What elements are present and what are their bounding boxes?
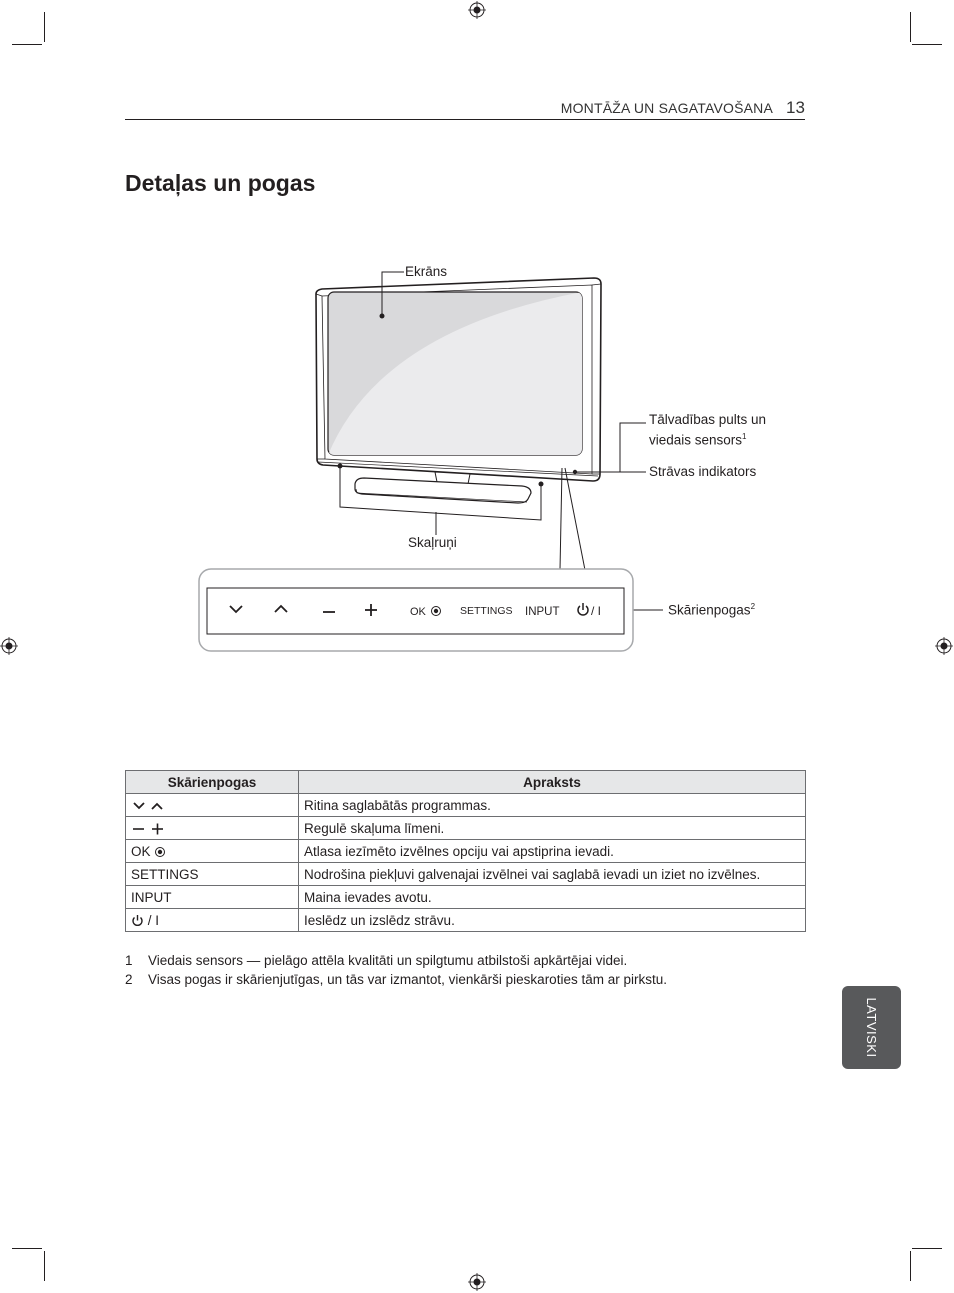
page-number: 13 — [786, 98, 805, 117]
column-header: Skārienpogas — [126, 771, 299, 794]
label-power-indicator: Strāvas indikators — [649, 464, 757, 479]
page-title: Detaļas un pogas — [125, 170, 316, 196]
label-touch-buttons: Skārienpogas$^2$ — [668, 602, 756, 618]
label-remote-sensor-line2: viedais sensors$^1$ — [649, 432, 747, 448]
power-icon — [131, 914, 144, 927]
footnote-number: 2 — [125, 972, 133, 987]
table-cell-button — [126, 840, 299, 863]
table-row — [126, 863, 806, 886]
table-row — [126, 909, 806, 932]
table-row — [126, 817, 806, 840]
table-cell-button: SETTINGS — [126, 863, 299, 886]
table-row — [126, 886, 806, 909]
touch-button-panel — [199, 569, 633, 651]
footnote — [125, 972, 667, 987]
footnote-text: Viedais sensors — pielāgo attēla kvalitāti un spilgtumu atbilstoši apkārtējai videi. — [148, 953, 628, 968]
table-cell-button — [126, 909, 299, 932]
table-row — [126, 840, 806, 863]
table-cell-description: Nodrošina piekļuvi galvenajai izvēlnei vai saglabā ievadi un iziet no izvēlnes. — [299, 863, 806, 886]
button-name: / I — [147, 912, 160, 928]
ok-dot-icon — [154, 846, 166, 858]
section-header: MONTĀŽA UN SAGATAVOŠANA — [560, 100, 773, 116]
table-cell-description: Regulē skaļuma līmeni. — [299, 817, 806, 840]
table-cell-description: Ieslēdz un izslēdz strāvu. — [299, 909, 806, 932]
language-tab-label: LATVISKI — [864, 997, 879, 1058]
table-cell-description: Atlasa iezīmēto izvēlnes opciju vai apstiprina ievadi. — [299, 840, 806, 863]
label-screen: Ekrāns — [405, 264, 448, 279]
input-button-label[interactable]: INPUT — [525, 606, 560, 618]
table-cell-button: INPUT — [126, 886, 299, 909]
label-remote-sensor-line1: Tālvadības pults un — [649, 412, 767, 427]
ok-button-label[interactable]: OK — [410, 606, 426, 618]
tv-illustration — [316, 278, 601, 503]
column-header: Apraksts — [299, 771, 806, 794]
table-cell-button — [126, 794, 299, 817]
settings-button-label[interactable]: SETTINGS — [460, 605, 513, 617]
touch-buttons-table — [125, 770, 806, 932]
power-button-label[interactable]: / I — [591, 604, 602, 618]
footnote-number: 1 — [125, 953, 133, 968]
label-speakers: Skaļruņi — [408, 535, 457, 550]
table-cell-button — [126, 817, 299, 840]
table-cell-description: Maina ievades avotu. — [299, 886, 806, 909]
footnote-text: Visas pogas ir skārienjutīgas, un tās var izmantot, vienkārši pieskaroties tām ar pirkstu. — [148, 972, 667, 987]
button-name: OK — [131, 843, 151, 859]
table-cell-description: Ritina saglabātās programmas. — [299, 794, 806, 817]
footnote — [125, 953, 627, 968]
minus-plus-icon — [131, 823, 167, 835]
chevron-down-up-icon — [131, 800, 167, 812]
table-header-row — [126, 771, 806, 794]
table-row — [126, 794, 806, 817]
language-tab — [842, 986, 901, 1069]
